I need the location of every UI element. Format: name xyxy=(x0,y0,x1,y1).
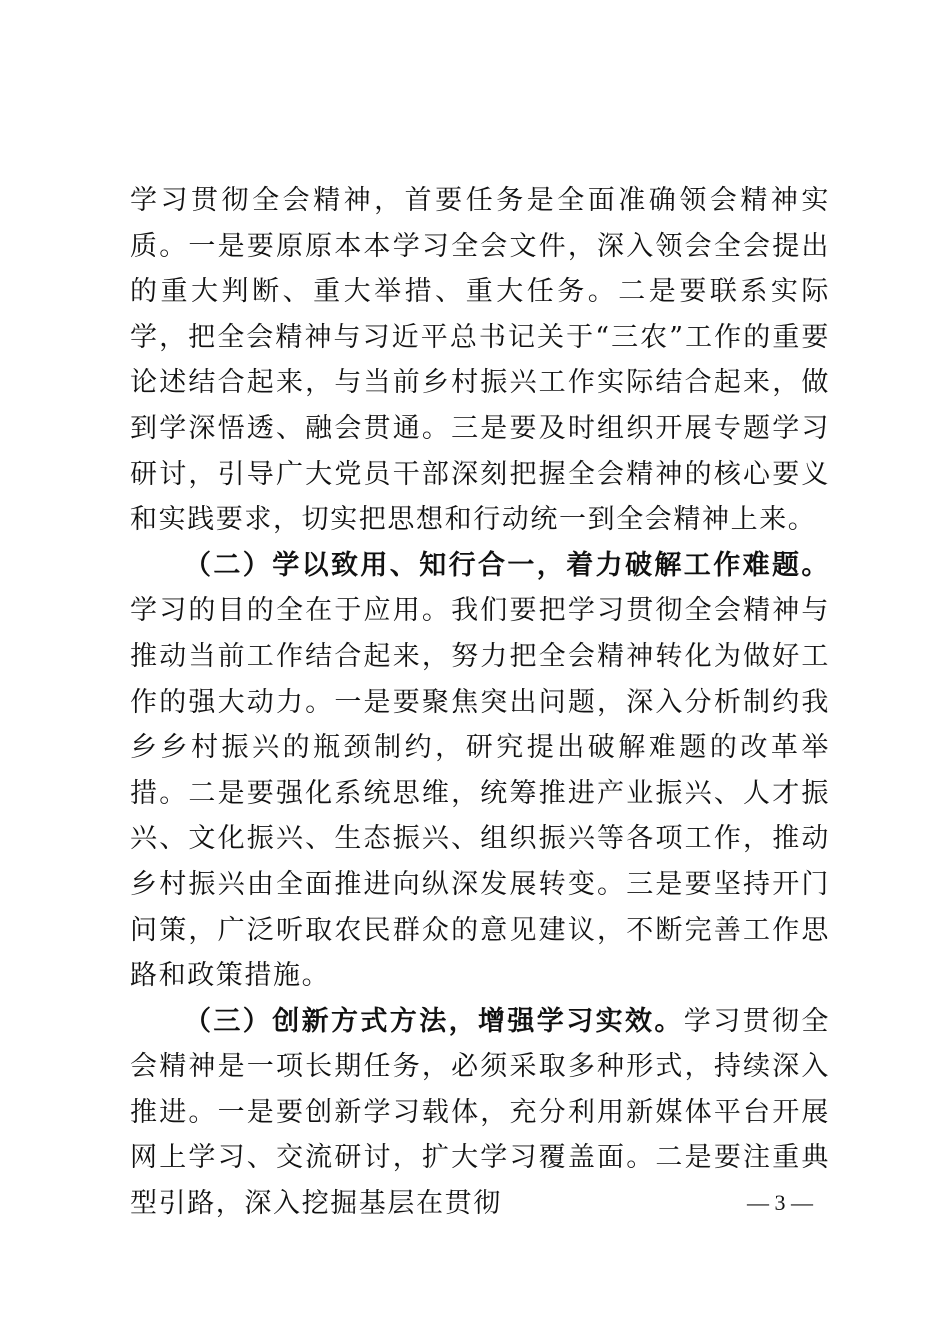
paragraph-text: 学习贯彻全会精神，首要任务是全面准确领会精神实质。一是要原原本本学习全会文件，深入领会全会提出的重大判断、重大举措、重大任务。二是要联系实际学，把全会精神与习近平总书记关于“三农”工作的重要论述结合起来，与当前乡村振兴工作实际结合起来，做到学深悟透、融会贯通。三是要及时组织开展专题学习研讨，引导广大党员干部深刻把握全会精神的核心要义和实践要求，切实把思想和行动统一到全会精神上来。 xyxy=(130,185,830,536)
section-heading: （二）学以致用、知行合一，着力破解工作难题。 xyxy=(184,549,830,581)
paragraph-continuation xyxy=(130,178,830,543)
paragraph-section-2 xyxy=(130,543,830,999)
paragraph-text: 学习贯彻全会精神是一项长期任务，必须采取多种形式，持续深入推进。一是要创新学习载体，充分利用新媒体平台开展网上学习、交流研讨，扩大学习覆盖面。二是要注重典型引路，深入挖掘基层在贯彻 xyxy=(130,1005,830,1220)
document-body xyxy=(130,178,830,1227)
page-number: — 3 — xyxy=(747,1190,813,1215)
paragraph-section-3 xyxy=(130,999,830,1227)
paragraph-text: 学习的目的全在于应用。我们要把学习贯彻全会精神与推动当前工作结合起来，努力把全会精神转化为做好工作的强大动力。一是要聚焦突出问题，深入分析制约我乡乡村振兴的瓶颈制约，研究提出破解难题的改革举措。二是要强化系统思维，统筹推进产业振兴、人才振兴、文化振兴、生态振兴、组织振兴等各项工作，推动乡村振兴由全面推进向纵深发展转变。三是要坚持开门问策，广泛听取农民群众的意见建议，不断完善工作思路和政策措施。 xyxy=(130,595,830,992)
section-heading: （三）创新方式方法，增强学习实效。 xyxy=(184,1005,684,1037)
